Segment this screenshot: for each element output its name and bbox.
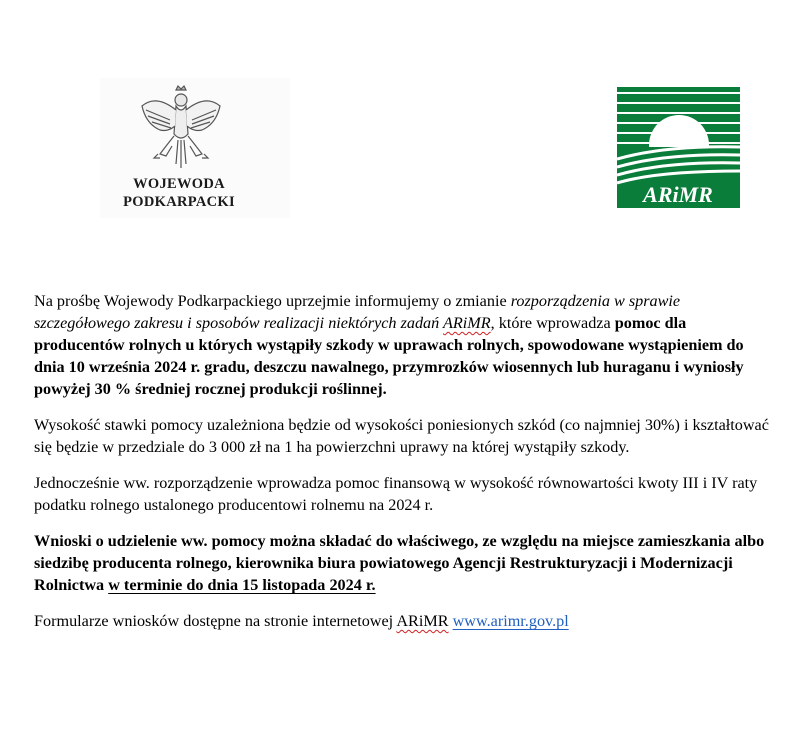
arimr-website-link[interactable]: www.arimr.gov.pl <box>452 612 569 630</box>
application-info: Wnioski o udzielenie ww. pomocy można składać do właściwego, ze względu na miejsce zamieszkania albo siedzibę producenta rolnego, kierownika biura powiatowego Agencji Restrukturyzacji i Modernizacji Rolnictwa <box>34 532 765 594</box>
document-body <box>34 290 774 646</box>
aid-description: pomoc dla producentów rolnych u których wystąpiły szkody w uprawach rolnych, spowodowane wystąpieniem do dnia 10 września 2024 r. gradu, deszczu nawalnego, przymrozków wiosennych lub huraganu i wyniosły powyżej 30 % średniej rocznej produkcji roślinnej. <box>34 314 744 398</box>
arimr-abbrev: ARiMR <box>443 314 491 332</box>
logo-text-line-1: WOJEWODA <box>133 176 225 192</box>
paragraph-3: Jednocześnie ww. rozporządzenie wprowadza pomoc finansową w wysokość równowartości kwoty III i IV raty podatku rolnego ustalonego producentowi rolnemu na 2024 r. <box>34 474 758 514</box>
paragraph-1: Na prośbę Wojewody Podkarpackiego uprzejmie informujemy o zmianie rozporządzenia w sprawie szczegółowego zakresu i sposobów realizacji niektórych zadań ARiMR, które wprowadza pomoc dla producentów rolnych u których wystąpiły szkody w uprawach rolnych, spowodowane wystąpieniem do dnia 10 września 2024 r. gradu, deszczu nawalnego, przymrozków wiosennych lub huraganu i wyniosły powyżej 30 % średniej rocznej produkcji roślinnej. <box>34 292 744 398</box>
logo-text-line-2: PODKARPACKI <box>123 194 235 210</box>
paragraph-2: Wysokość stawki pomocy uzależniona będzie od wysokości poniesionych szkód (co najmniej 30%) i kształtować się będzie w przedziale do 3 000 zł na 1 ha powierzchni uprawy na której wystąpiły szkody. <box>34 416 769 456</box>
arimr-abbrev-2: ARiMR <box>396 612 449 630</box>
regulation-title: rozporządzenia w sprawie szczegółowego zakresu i sposobów realizacji niektórych zadań <box>34 292 681 332</box>
paragraph-5: Formularze wniosków dostępne na stronie internetowej ARiMR www.arimr.gov.pl <box>34 612 569 630</box>
paragraph-4 <box>34 530 774 596</box>
deadline: w terminie do dnia 15 listopada 2024 r. <box>108 576 376 594</box>
arimr-logo-icon <box>617 87 740 208</box>
svg-text:ARiMR: ARiMR <box>643 182 713 207</box>
wojewoda-podkarpacki-logo <box>100 78 290 218</box>
polish-eagle-emblem-icon <box>136 84 226 174</box>
